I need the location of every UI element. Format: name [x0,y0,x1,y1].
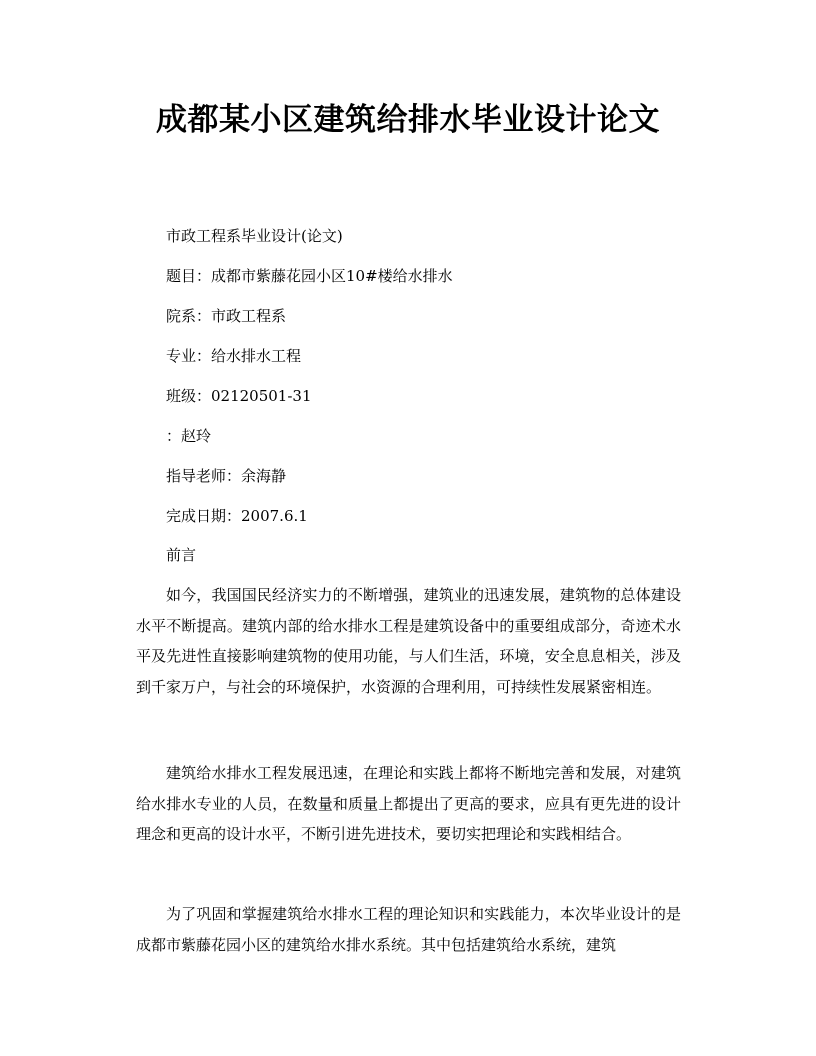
section-heading-preface: 前言 [166,546,197,564]
meta-line-author: ：赵玲 [166,427,212,445]
meta-line-school: 院系：市政工程系 [166,307,287,325]
meta-line-major: 专业：给水排水工程 [166,347,302,365]
meta-line-advisor: 指导老师：余海静 [166,467,287,485]
body-paragraph-1: 如今，我国国民经济实力的不断增强，建筑业的迅速发展，建筑物的总体建设水平不断提高。建筑内部的给水排水工程是建筑设备中的重要组成部分，奇迹术水平及先进性直接影响建筑物的使用功能，与人们生活，环境，安全息息相关，涉及到千家万户，与社会的环境保护，水资源的合理利用，可持续性发展紧密相连。 [136,586,681,696]
meta-line-date: 完成日期：2007.6.1 [166,507,308,525]
document-title: 成都某小区建筑给排水毕业设计论文 [156,102,660,138]
meta-line-department-thesis: 市政工程系毕业设计(论文) [166,227,343,245]
meta-line-topic: 题目：成都市紫藤花园小区10#楼给水排水 [166,267,453,285]
meta-line-class: 班级：02120501-31 [166,387,312,405]
body-paragraph-3: 为了巩固和掌握建筑给水排水工程的理论知识和实践能力，本次毕业设计的是成都市紫藤花园小区的建筑给水排水系统。其中包括建筑给水系统，建筑 [136,905,681,954]
body-paragraph-2: 建筑给水排水工程发展迅速，在理论和实践上都将不断地完善和发展，对建筑给水排水专业的人员，在数量和质量上都提出了更高的要求，应具有更先进的设计理念和更高的设计水平，不断引进先进技术，要切实把理论和实践相结合。 [136,764,681,844]
